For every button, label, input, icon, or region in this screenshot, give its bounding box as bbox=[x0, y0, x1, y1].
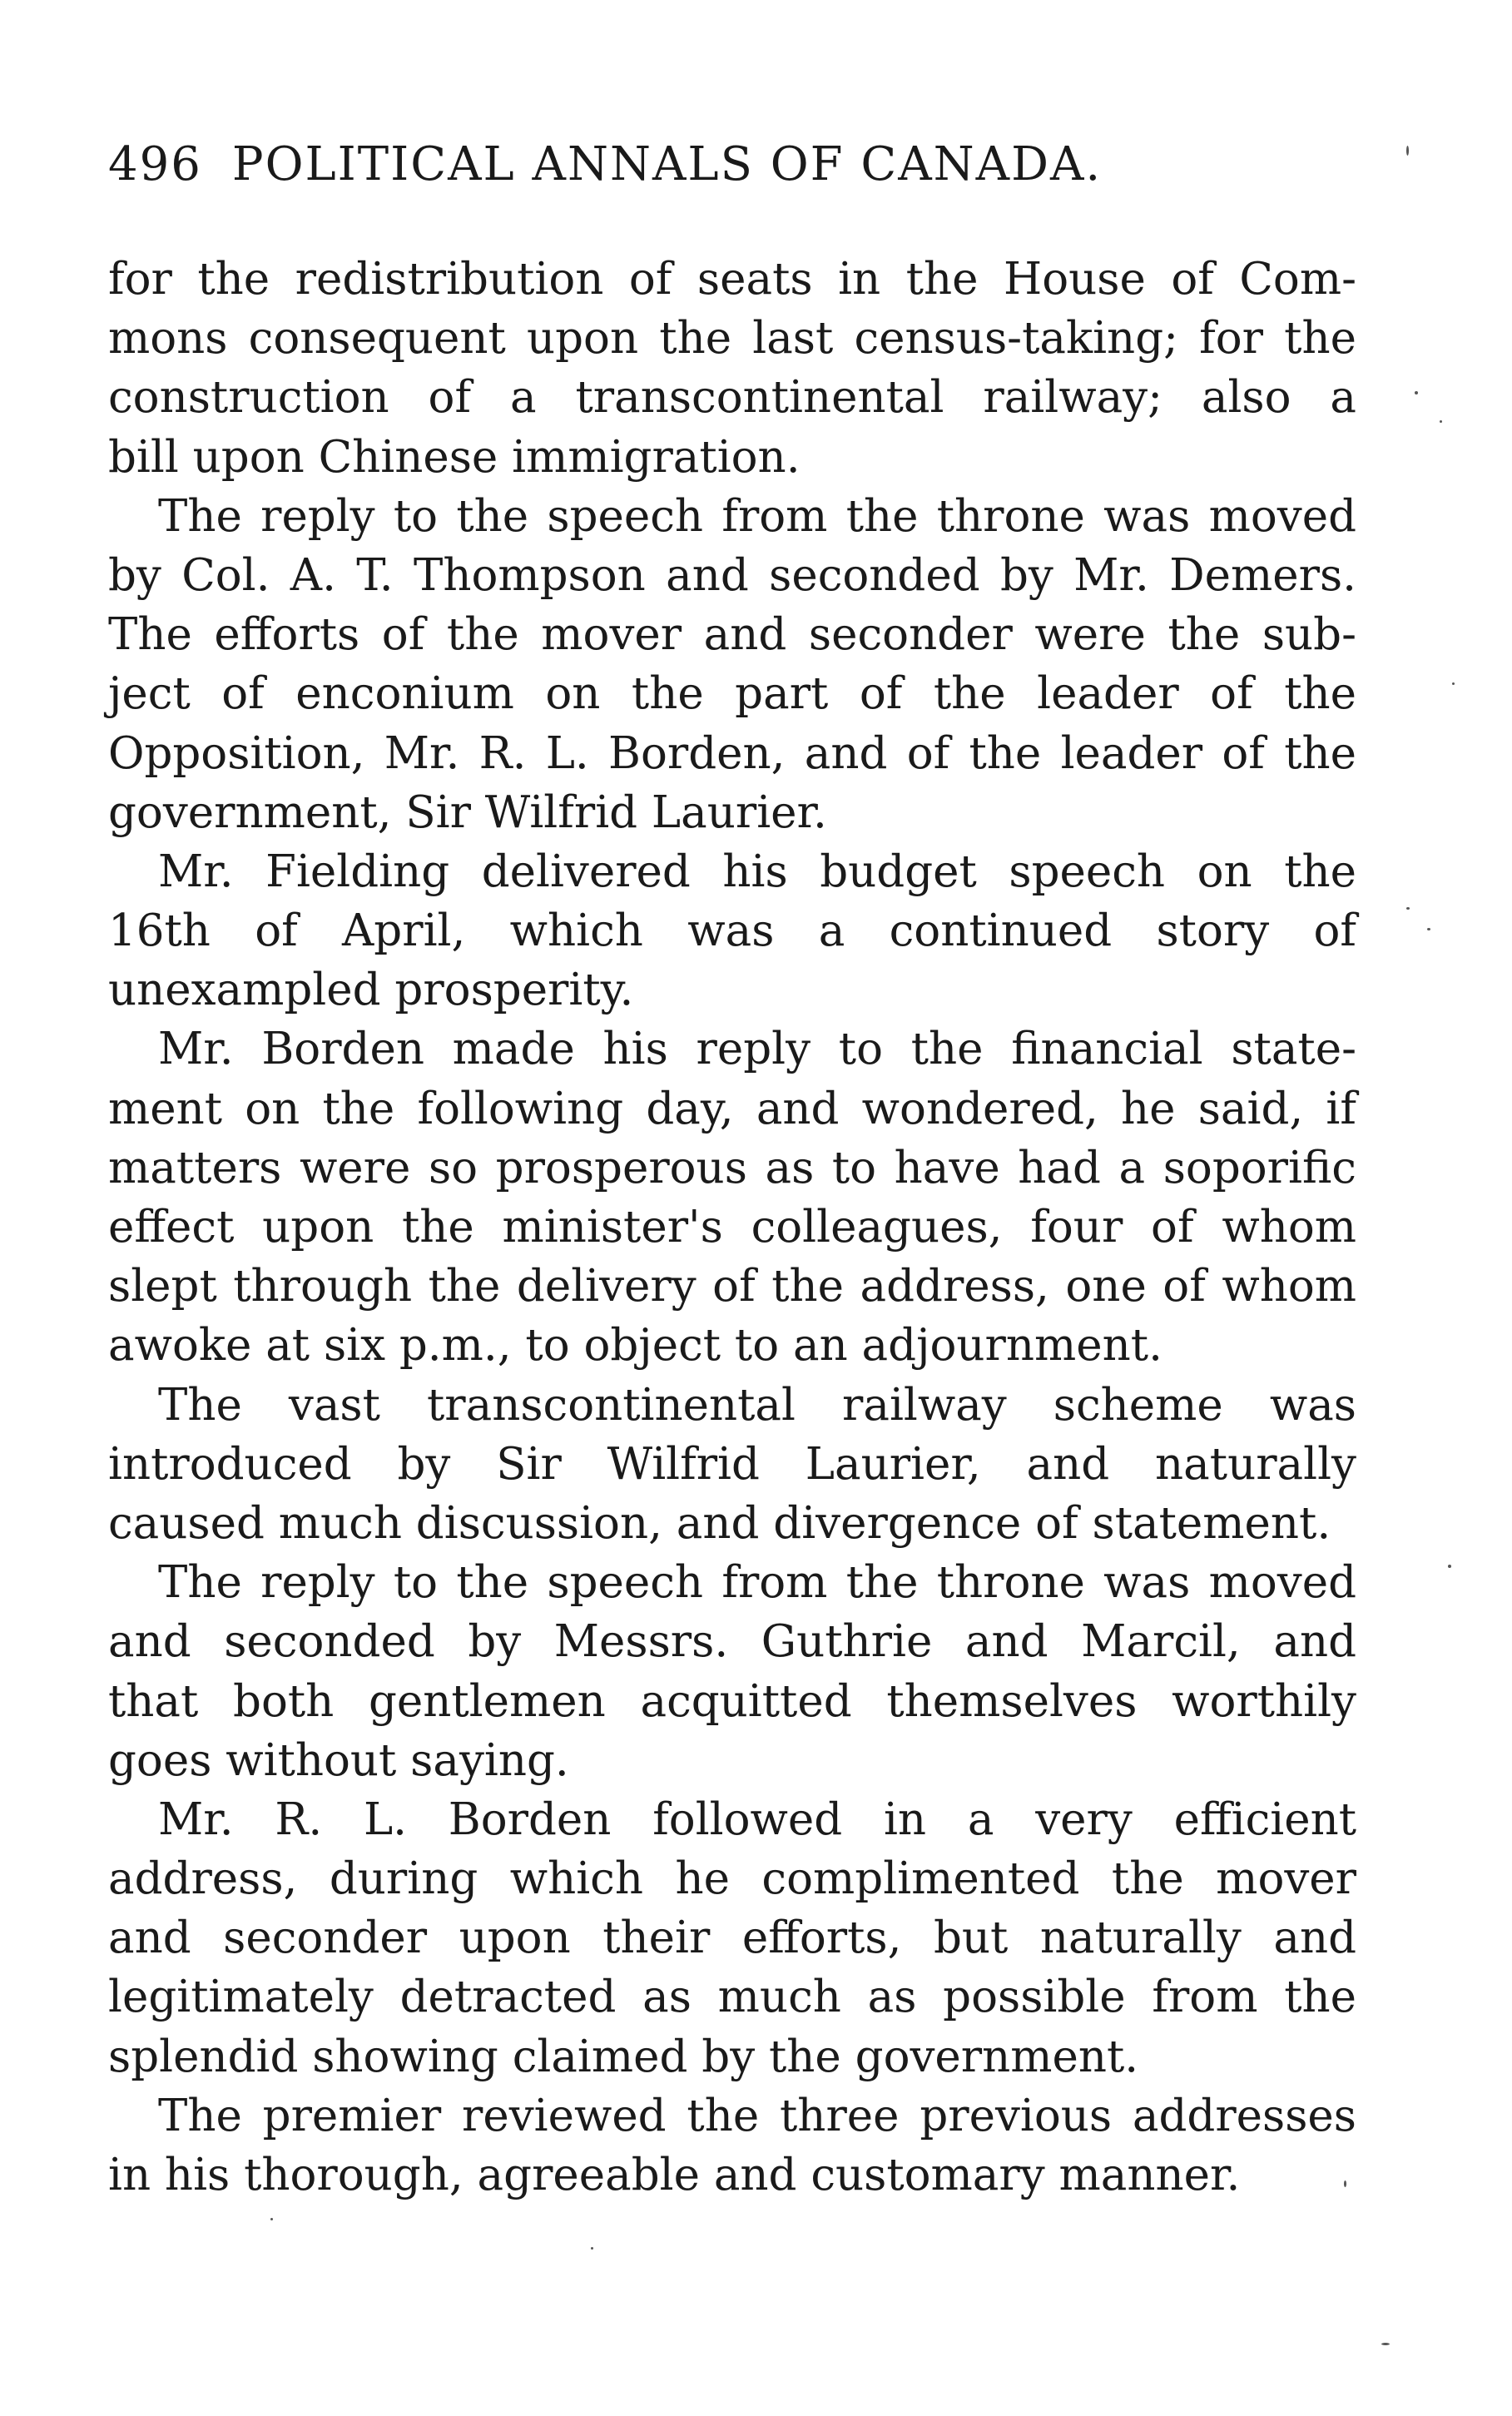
scan-speck bbox=[1452, 682, 1455, 685]
text-line: construction of a transcontinental railway; also a bbox=[108, 372, 1356, 424]
body-text bbox=[108, 250, 1356, 2205]
text-line: and seconder upon their efforts, but naturally and bbox=[108, 1912, 1356, 1964]
scan-speck bbox=[1415, 391, 1418, 394]
text-line: effect upon the minister's colleagues, four of whom bbox=[108, 1202, 1356, 1253]
paragraph-first-line: The vast transcontinental railway scheme was bbox=[158, 1379, 1356, 1431]
text-line: slept through the delivery of the address, one of whom bbox=[108, 1261, 1356, 1312]
text-line: mons consequent upon the last census-taking; for the bbox=[108, 313, 1356, 365]
page-header bbox=[108, 137, 1103, 191]
text-line: and seconded by Messrs. Guthrie and Marcil, and bbox=[108, 1616, 1356, 1668]
text-line: government, Sir Wilfrid Laurier. bbox=[108, 786, 827, 838]
scan-speck bbox=[1381, 2343, 1390, 2345]
scan-speck bbox=[270, 2218, 273, 2220]
text-line: awoke at six p.m., to object to an adjournment. bbox=[108, 1320, 1163, 1372]
text-line: in his thorough, agreeable and customary manner. bbox=[108, 2150, 1241, 2200]
scan-speck bbox=[1344, 2180, 1346, 2187]
scan-speck bbox=[1448, 1565, 1451, 1568]
text-line: matters were so prosperous as to have had a soporific bbox=[108, 1142, 1356, 1193]
paragraph-first-line: Mr. R. L. Borden followed in a very efficient bbox=[158, 1793, 1356, 1845]
scan-speck bbox=[1427, 928, 1430, 930]
text-line: splendid showing claimed by the government. bbox=[108, 2031, 1139, 2082]
paragraph-first-line: The reply to the speech from the throne was moved bbox=[158, 1557, 1356, 1609]
text-line: that both gentlemen acquitted themselves worthily bbox=[108, 1675, 1356, 1727]
text-line: ject of enconium on the part of the leader of the bbox=[108, 668, 1356, 720]
text-line: introduced by Sir Wilfrid Laurier, and naturally bbox=[108, 1438, 1356, 1490]
text-line: caused much discussion, and divergence of statement. bbox=[108, 1497, 1331, 1549]
text-line: ment on the following day, and wondered, he said, if bbox=[108, 1083, 1356, 1134]
text-line: bill upon Chinese immigration. bbox=[108, 431, 801, 483]
paragraph-first-line: Mr. Borden made his reply to the financial state- bbox=[158, 1024, 1356, 1075]
scan-speck bbox=[1440, 420, 1442, 423]
text-line: The efforts of the mover and seconder were the sub- bbox=[108, 609, 1356, 661]
paragraph-first-line: The reply to the speech from the throne was moved bbox=[158, 490, 1356, 542]
scan-speck bbox=[1406, 146, 1409, 156]
text-line: Opposition, Mr. R. L. Borden, and of the leader of the bbox=[108, 727, 1356, 779]
text-line: legitimately detracted as much as possible from the bbox=[108, 1972, 1356, 2023]
text-line: address, during which he complimented the mover bbox=[108, 1853, 1356, 1905]
paragraph-first-line: The premier reviewed the three previous addresses bbox=[158, 2090, 1356, 2141]
paragraph-first-line: Mr. Fielding delivered his budget speech on the bbox=[158, 846, 1356, 897]
running-title: POLITICAL ANNALS OF CANADA. bbox=[231, 137, 1103, 191]
text-line: unexampled prosperity. bbox=[108, 965, 634, 1016]
page-number: 496 bbox=[108, 137, 202, 191]
text-line: for the redistribution of seats in the House of Com- bbox=[108, 254, 1356, 305]
scan-speck bbox=[591, 2247, 593, 2250]
text-line: 16th of April, which was a continued story of bbox=[108, 905, 1356, 957]
text-line: by Col. A. T. Thompson and seconded by Mr. Demers. bbox=[108, 549, 1356, 601]
scan-speck bbox=[1406, 907, 1410, 910]
text-line: goes without saying. bbox=[108, 1734, 569, 1786]
